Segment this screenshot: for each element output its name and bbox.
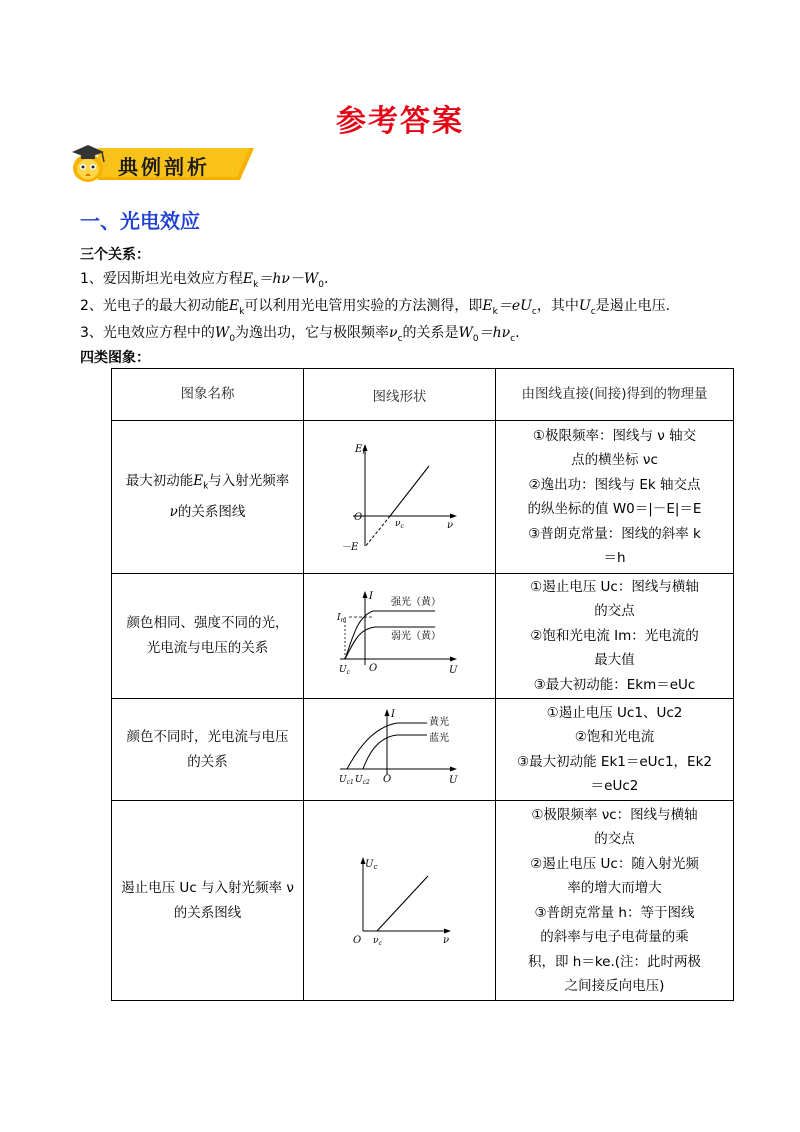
row3-graph <box>304 699 496 801</box>
col-header-quantity: 由图线直接(间接)得到的物理量 <box>496 369 734 421</box>
relations-heading: 三个关系： <box>80 247 150 263</box>
uc-nu-graph <box>335 851 465 946</box>
mascot-icon <box>66 140 112 186</box>
row1-info: ①极限频率：图线与 ν 轴交 点的横坐标 νc ②逸出功：图线与 Ek 轴交点 的纵坐标的值 W0＝|－E|＝E ③普朗克常量：图线的斜率 k ＝h <box>496 421 734 574</box>
graphs-table <box>111 368 734 1001</box>
x-axis-label: U <box>448 775 457 786</box>
section-heading: 一、光电效应 <box>80 209 200 233</box>
x-axis-label: ν <box>446 519 453 531</box>
row2-info: ①遏止电压 Uc：图线与横轴 的交点 ②饱和光电流 Im：光电流的 最大值 ③最大初动能：Ekm＝eUc <box>496 574 734 699</box>
intensity-iu-graph <box>335 587 465 682</box>
row2-name: 颜色相同、强度不同的光， 光电流与电压的关系 <box>112 574 304 699</box>
relation-2: 2、光电子的最大初动能$E_k$可以利用光电管用实验的方法测得，即$E_k=eU_c$，其中$U_c$是遏止电压. <box>80 298 671 317</box>
origin-label: O <box>352 935 361 946</box>
color-iu-graph <box>335 705 465 790</box>
yellow-light-label: 黄光 <box>428 717 449 728</box>
y-axis-label: $U_c$ <box>364 859 377 871</box>
relation-3: 3、光电效应方程中的$W_0$为逸出功，它与极限频率$\nu_c$的关系是$W_0=h\nu_c$. <box>80 325 520 344</box>
row4-info: ①极限频率 νc：图线与横轴 的交点 ②遏止电压 Uc：随入射光频 率的增大而增大 ③普朗克常量 h：等于图线 的斜率与电子电荷量的乘 积，即 h＝ke.(注：此时两极 之间接反向电压) <box>496 801 734 1001</box>
origin-label: O <box>353 511 362 523</box>
ek-nu-graph <box>335 438 465 553</box>
row4-graph <box>304 801 496 1001</box>
col-header-shape: 图线形状 <box>304 369 496 421</box>
x-axis-label: U <box>448 664 457 676</box>
row2-graph <box>304 574 496 699</box>
col-header-name: 图象名称 <box>112 369 304 421</box>
table-row <box>112 801 734 1001</box>
table-row <box>112 574 734 699</box>
uc1-label: $U_{c1}$ <box>338 775 354 786</box>
y-axis-label: I <box>368 590 373 602</box>
page-title: 参考答案 <box>336 104 464 139</box>
relation-1: 1、爱因斯坦光电效应方程$E_k=h\nu-W_0$. <box>80 271 329 290</box>
graphs-heading: 四类图象： <box>80 350 150 366</box>
neg-e-label: －E <box>340 541 358 553</box>
weak-light-label: 弱光（黄） <box>390 630 441 642</box>
row3-name: 颜色不同时，光电流与电压 的关系 <box>112 699 304 801</box>
table-header-row <box>112 369 734 421</box>
im-label: $I_m$ <box>336 612 346 624</box>
y-axis-label: $E_k$ <box>354 443 367 456</box>
origin-label: O <box>382 774 391 785</box>
uc2-label: $U_{c2}$ <box>354 775 370 786</box>
origin-label: O <box>368 662 377 674</box>
table-row <box>112 699 734 801</box>
row1-name: 最大初动能$E_k$与入射光频率 ν的关系图线 <box>112 421 304 574</box>
strong-light-label: 强光（黄） <box>390 596 441 608</box>
row3-info: ①遏止电压 Uc1、Uc2 ②饱和光电流 ③最大初动能 Ek1＝eUc1，Ek2 ＝eUc2 <box>496 699 734 801</box>
row1-graph <box>304 421 496 574</box>
uc-label: $U_c$ <box>338 664 350 676</box>
blue-light-label: 蓝光 <box>428 733 449 744</box>
banner-label: 典例剖析 <box>118 155 210 179</box>
nu-c-label: $\nu_c$ <box>394 518 404 530</box>
table-row <box>112 421 734 574</box>
row4-name: 遏止电压 Uc 与入射光频率 ν 的关系图线 <box>112 801 304 1001</box>
y-axis-label: I <box>390 709 395 720</box>
nu-c-label: $\nu_c$ <box>372 936 382 946</box>
x-axis-label: ν <box>442 935 449 946</box>
